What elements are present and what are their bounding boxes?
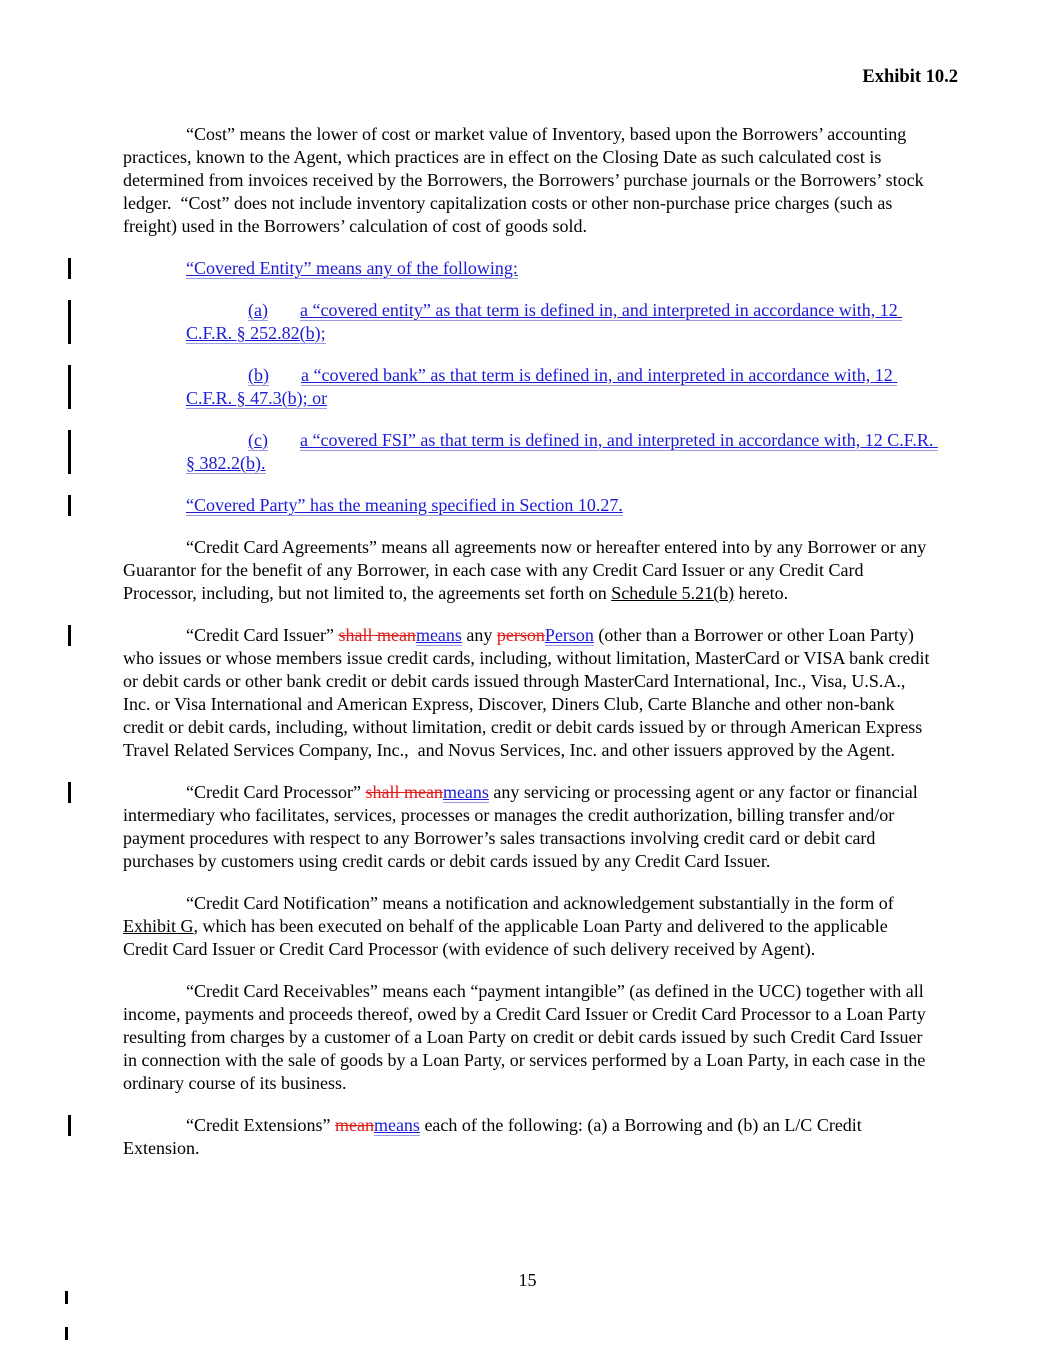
- text-run: “Credit Card Issuer”: [186, 625, 339, 645]
- text-run: any: [461, 625, 497, 645]
- paragraph-cost-definition: [123, 123, 935, 238]
- change-bar: [68, 495, 71, 516]
- text-run: hereto.: [734, 583, 789, 603]
- deleted-text: mean: [334, 1115, 374, 1135]
- subparagraph-covered-entity-c: [186, 429, 938, 475]
- inserted-text: (a): [248, 300, 268, 320]
- change-bar: [68, 1115, 71, 1136]
- inserted-text: (c): [248, 430, 268, 450]
- inserted-text: means: [442, 782, 489, 802]
- inserted-text: (b): [248, 365, 269, 385]
- change-bar: [65, 1291, 68, 1304]
- inserted-text: “Covered Party” has the meaning specified in Section 10.27.: [186, 495, 623, 515]
- text-run: “Cost” means the lower of cost or market value of Inventory, based upon the Borrowers’ accounting practices, known to the Agent, which practices are in effect on the Closing Date as such calculated cost is determined from invoices received by the Borrowers, the Borrowers’ purchase journals or the Borrowers’ stock ledger. “Cost” does not include inventory capitalization costs or other non-purchase price charges (such as freight) used in the Borrowers’ calculation of cost of goods sold.: [123, 124, 929, 236]
- inserted-text: “Covered Entity” means any of the following:: [186, 258, 518, 278]
- inserted-text: means: [415, 625, 462, 645]
- paragraph-credit-card-processor: [123, 781, 935, 873]
- document-body: [123, 123, 938, 1179]
- inserted-text: a “covered bank” as that term is defined in, and interpreted in accordance with, 12 C.F.R. § 47.3(b); or: [186, 365, 898, 408]
- subparagraph-covered-entity-b: [186, 364, 935, 410]
- text-run: “Credit Extensions”: [186, 1115, 335, 1135]
- text-run: “Credit Card Processor”: [186, 782, 366, 802]
- deleted-text: person: [496, 625, 545, 645]
- paragraph-credit-card-notification: [123, 892, 935, 961]
- subparagraph-covered-entity-a: [186, 299, 935, 345]
- paragraph-credit-card-receivables: [123, 980, 935, 1095]
- text-run: (other than a Borrower or other Loan Party) who issues or whose members issue credit cards, including, without limitation, MasterCard or VISA bank credit or debit cards or other bank credit or debit cards issued through MasterCard International, Inc., Visa, U.S.A., Inc. or Visa International and American Express, Discover, Diners Club, Carte Blanche and other non-bank credit or debit cards, including, without limitation, credit or debit cards issued by or through American Express Travel Related Services Company, Inc., and Novus Services, Inc. and other issuers approved by the Agent.: [123, 625, 935, 760]
- change-bar: [68, 625, 71, 646]
- text-run: “Credit Card Receivables” means each “payment intangible” (as defined in the UCC) together with all income, payments and proceeds thereof, owed by a Credit Card Issuer or Credit Card Processor to a Loan Party resulting from charges by a customer of a Loan Party on credit or debit cards issued by such Credit Card Issuer in connection with the sale of goods by a Loan Party, or services performed by a Loan Party, in each case in the ordinary course of its business.: [123, 981, 931, 1093]
- change-bar: [68, 782, 71, 803]
- paragraph-credit-extensions: [123, 1114, 935, 1160]
- text-run: , which has been executed on behalf of the applicable Loan Party and delivered to the applicable Credit Card Issuer or Credit Card Processor (with evidence of such delivery received by Agent).: [123, 916, 893, 959]
- change-bar: [68, 430, 71, 474]
- change-bar: [65, 1327, 68, 1340]
- change-bar: [68, 258, 71, 279]
- text-run: “Credit Card Notification” means a notification and acknowledgement substantially in the form of: [186, 893, 899, 913]
- paragraph-credit-card-issuer: [123, 624, 935, 762]
- inserted-text: Person: [544, 625, 594, 645]
- inserted-text: a “covered entity” as that term is defined in, and interpreted in accordance with, 12 C.F.R. § 252.82(b);: [186, 300, 903, 343]
- inserted-text: a “covered FSI” as that term is defined in, and interpreted in accordance with, 12 C.F.R. § 382.2(b).: [186, 430, 938, 473]
- paragraph-covered-entity: [123, 257, 935, 280]
- paragraph-credit-card-agreements: [123, 536, 935, 605]
- deleted-text: shall mean: [338, 625, 416, 645]
- deleted-text: shall mean: [365, 782, 443, 802]
- paragraph-covered-party: [123, 494, 935, 517]
- inserted-text: means: [373, 1115, 420, 1135]
- text-run: “Credit Card Agreements” means all agreements now or hereafter entered into by any Borrower or any Guarantor for the benefit of any Borrower, in each case with any Credit Card Issuer or any Credit Card Processor, including, but not limited to, the agreements set forth on: [123, 537, 931, 603]
- change-bar: [68, 365, 71, 409]
- underlined-reference: Exhibit G: [123, 916, 194, 936]
- text-run: each of the following: (a) a Borrowing and (b) an L/C Credit Extension.: [123, 1115, 867, 1158]
- text-run: any servicing or processing agent or any factor or financial intermediary who facilitates, services, processes or manages the credit authorization, billing transfer and/or payment procedures with respect to any Borrower’s sales transactions involving credit card or debit card purchases by customers using credit cards or debit cards issued by any Credit Card Issuer.: [123, 782, 923, 871]
- underlined-reference: Schedule 5.21(b): [611, 583, 735, 603]
- change-bar: [68, 300, 71, 344]
- page-number: 15: [518, 1270, 537, 1290]
- exhibit-header: Exhibit 10.2: [862, 67, 958, 87]
